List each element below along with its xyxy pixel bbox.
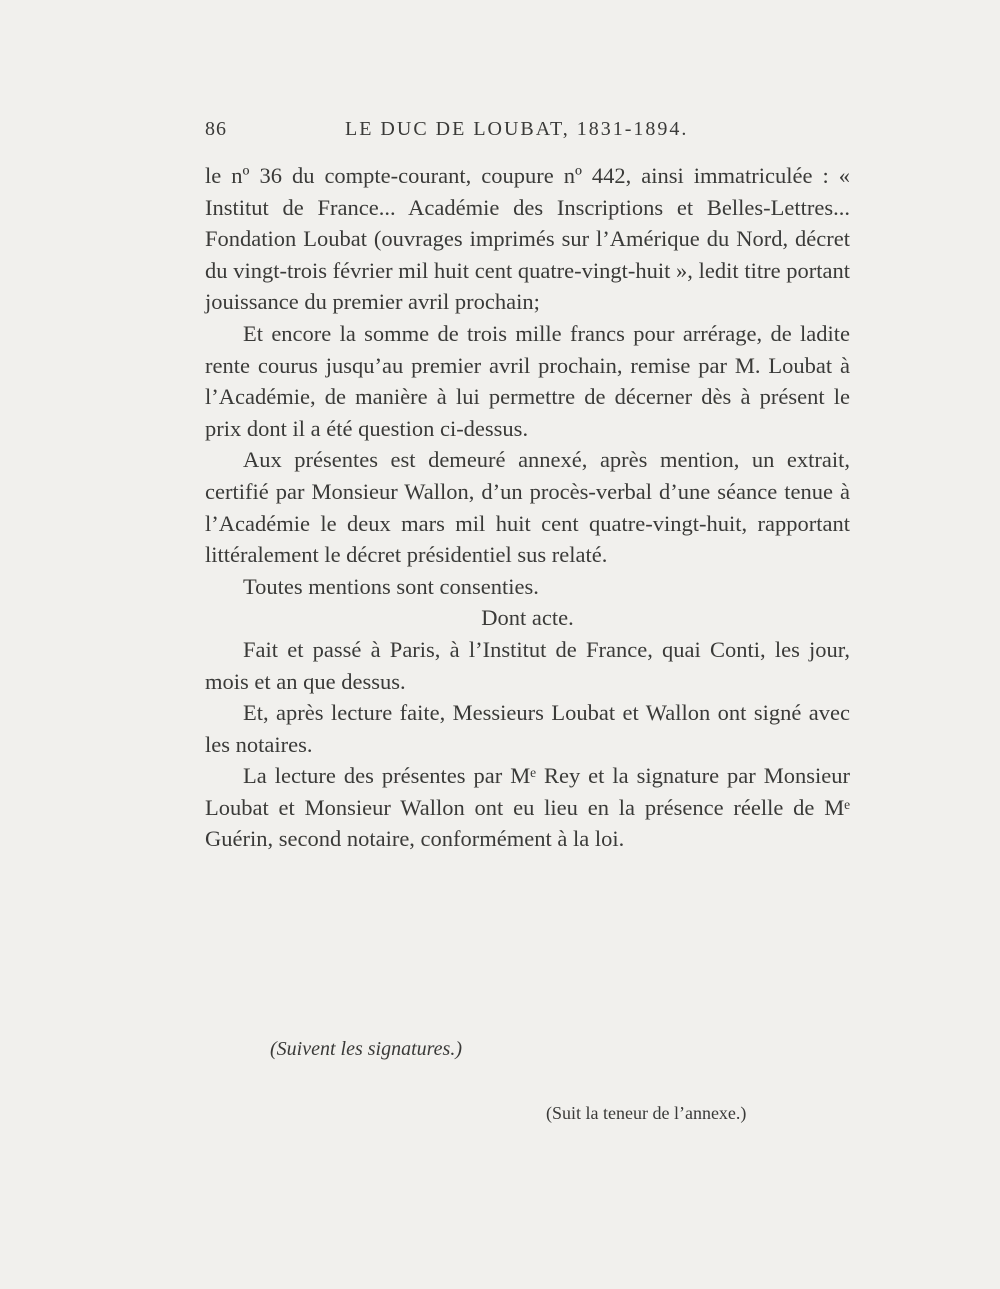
paragraph-continuation: le nº 36 du compte-courant, coupure nº 442, ainsi immatriculée : « Institut de France... Académie des Inscriptions et Belles-Lettres... Fondation Loubat (ouvrages imprimés sur l’Amérique du Nord, décret du vingt-trois février mil huit cent quatre-vingt-huit », ledit titre portant jouissance du premier avril prochain;: [205, 163, 850, 315]
paragraph-annex: Aux présentes est demeuré annexé, après mention, un extrait, certifié par Monsieur Wallon, d’un procès-verbal d’une séance tenue à l’Académie le deux mars mil huit cent quatre-vingt-huit, rapportant littéralement le décret présidentiel sus relaté.: [205, 447, 850, 568]
paragraph-lecture: Et, après lecture faite, Messieurs Loubat et Wallon ont signé avec les notaires.: [205, 700, 850, 757]
signatures-note: (Suivent les signatures.): [270, 1038, 463, 1060]
page-header: [205, 118, 850, 148]
running-title: LE DUC DE LOUBAT, 1831-1894.: [345, 118, 689, 140]
page-number: 86: [205, 118, 227, 140]
paragraph-signature: La lecture des présentes par Mᵉ Rey et la signature par Monsieur Loubat et Monsieur Wallon ont eu lieu en la présence réelle de Mᵉ Guérin, second notaire, conformément à la loi.: [205, 763, 850, 852]
paragraph-dont-acte: Dont acte.: [481, 605, 574, 631]
paragraph-fait-passe: Fait et passé à Paris, à l’Institut de France, quai Conti, les jour, mois et an que dessus.: [205, 636, 850, 694]
paragraph-arrerage: Et encore la somme de trois mille francs pour arrérage, de ladite rente courus jusqu’au premier avril prochain, remise par M. Loubat à l’Académie, de manière à lui permettre de décerner dès à présent le prix dont il a été question ci-dessus.: [205, 320, 850, 441]
paragraph-mentions: Toutes mentions sont consenties.: [243, 573, 539, 599]
annex-note: (Suit la teneur de l’annexe.): [546, 1103, 747, 1123]
body-text: [205, 160, 850, 855]
